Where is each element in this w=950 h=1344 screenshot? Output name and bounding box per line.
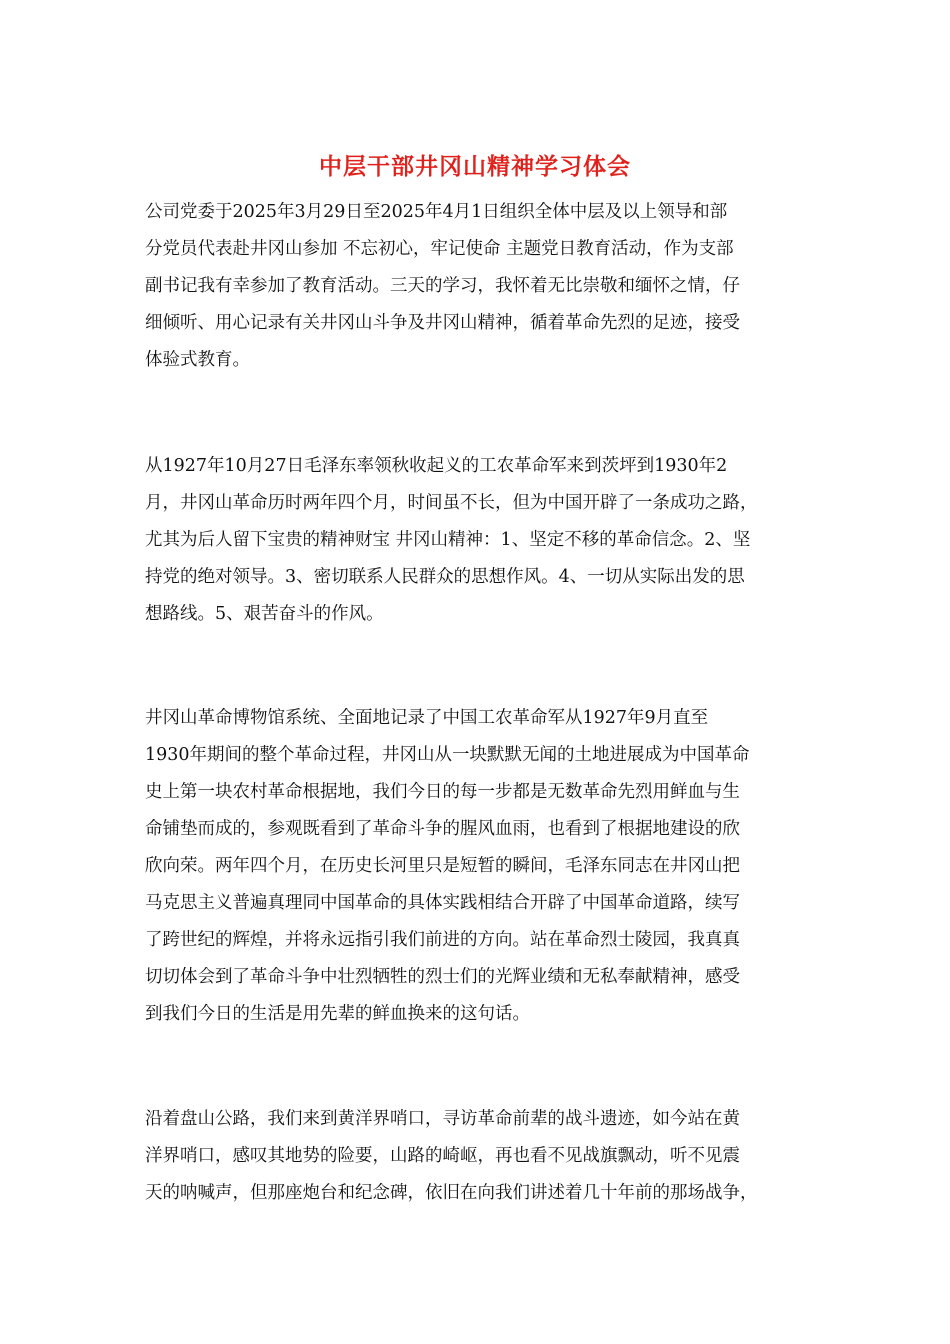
paragraph-3-line-1: 井冈山革命博物馆系统、全面地记录了中国工农革命军从1927年9月直至 bbox=[145, 708, 709, 728]
paragraph-2-line-2: 月，井冈山革命历时两年四个月，时间虽不长，但为中国开辟了一条成功之路， bbox=[145, 493, 758, 513]
paragraph-4-line-1: 沿着盘山公路，我们来到黄洋界哨口，寻访革命前辈的战斗遗迹，如今站在黄 bbox=[145, 1109, 740, 1129]
paragraph-3-line-3: 史上第一块农村革命根据地，我们今日的每一步都是无数革命先烈用鲜血与生 bbox=[145, 782, 740, 802]
paragraph-3-line-6: 马克思主义普遍真理同中国革命的具体实践相结合开辟了中国革命道路，续写 bbox=[145, 893, 740, 913]
paragraph-2-line-3: 尤其为后人留下宝贵的精神财宝 井冈山精神：1、坚定不移的革命信念。2、坚 bbox=[145, 530, 751, 550]
paragraph-3-line-5: 欣向荣。两年四个月，在历史长河里只是短暂的瞬间，毛泽东同志在井冈山把 bbox=[145, 856, 740, 876]
paragraph-3-line-9: 到我们今日的生活是用先辈的鲜血换来的这句话。 bbox=[145, 1004, 530, 1024]
paragraph-1-line-4: 细倾听、用心记录有关井冈山斗争及井冈山精神，循着革命先烈的足迹，接受 bbox=[145, 313, 740, 333]
document-title: 中层干部井冈山精神学习体会 bbox=[319, 154, 631, 180]
paragraph-2-line-1: 从1927年10月27日毛泽东率领秋收起义的工农革命军来到茨坪到1930年2 bbox=[145, 456, 728, 476]
paragraph-1-line-3: 副书记我有幸参加了教育活动。三天的学习，我怀着无比崇敬和缅怀之情，仔 bbox=[145, 276, 740, 296]
paragraph-1-line-5: 体验式教育。 bbox=[145, 350, 250, 370]
paragraph-1-line-2: 分党员代表赴井冈山参加 不忘初心，牢记使命 主题党日教育活动，作为支部 bbox=[145, 239, 734, 259]
paragraph-3-line-4: 命铺垫而成的，参观既看到了革命斗争的腥风血雨，也看到了根据地建设的欣 bbox=[145, 819, 740, 839]
paragraph-3-line-7: 了跨世纪的辉煌，并将永远指引我们前进的方向。站在革命烈士陵园，我真真 bbox=[145, 930, 740, 950]
paragraph-1-line-1: 公司党委于2025年3月29日至2025年4月1日组织全体中层及以上领导和部 bbox=[145, 202, 728, 222]
paragraph-3-line-8: 切切体会到了革命斗争中壮烈牺牲的烈士们的光辉业绩和无私奉献精神，感受 bbox=[145, 967, 740, 987]
paragraph-4-line-2: 洋界哨口，感叹其地势的险要，山路的崎岖，再也看不见战旗飘动，听不见震 bbox=[145, 1146, 740, 1166]
paragraph-4-line-3: 天的呐喊声，但那座炮台和纪念碑，依旧在向我们讲述着几十年前的那场战争， bbox=[145, 1183, 758, 1203]
paragraph-3-line-2: 1930年期间的整个革命过程，井冈山从一块默默无闻的土地进展成为中国革命 bbox=[145, 745, 750, 765]
paragraph-2-line-4: 持党的绝对领导。3、密切联系人民群众的思想作风。4、一切从实际出发的思 bbox=[145, 567, 745, 587]
paragraph-2-line-5: 想路线。5、艰苦奋斗的作风。 bbox=[145, 604, 384, 624]
